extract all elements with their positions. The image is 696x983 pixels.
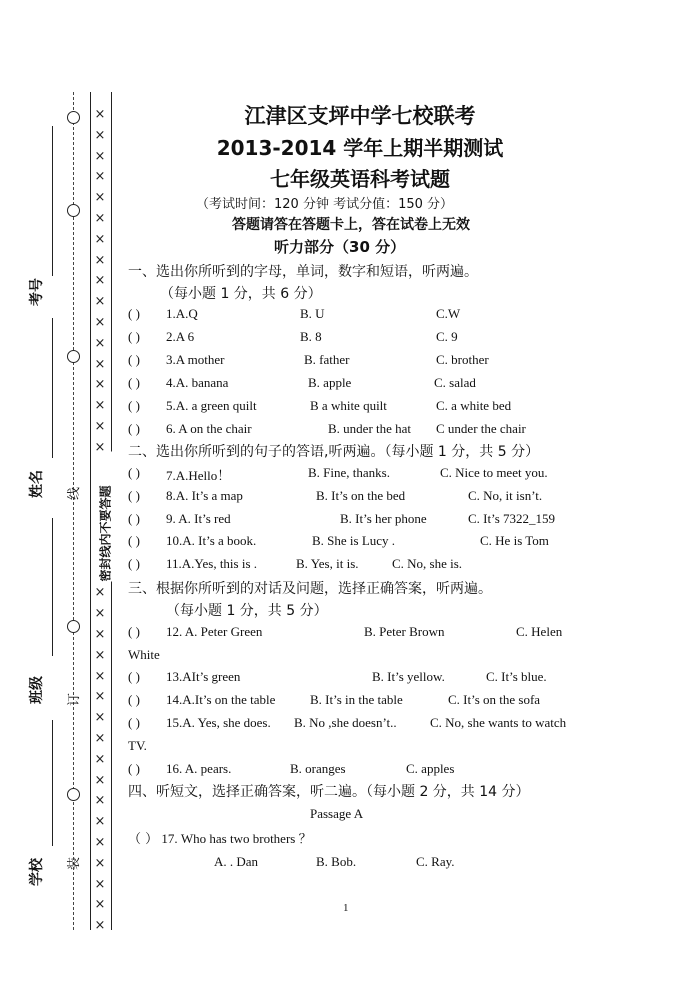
option-c: C. It’s blue. xyxy=(486,669,547,684)
answer-bracket[interactable]: （ ） xyxy=(128,832,159,847)
seal-cross-mark: × xyxy=(94,669,106,684)
option-c: C. brother xyxy=(436,352,489,367)
answer-bracket[interactable]: ( ) xyxy=(128,329,140,344)
option-a: 11.A.Yes, this is . xyxy=(166,556,258,571)
seal-cross-mark: × xyxy=(94,149,106,164)
answer-bracket[interactable]: ( ) xyxy=(128,533,140,548)
section-2-title: 二、选出你所听到的句子的答语,听两遍。（每小题 1 分，共 5 分） xyxy=(128,444,540,460)
option-a: 2.A 6 xyxy=(166,329,195,344)
section-1-title: 一、选出你所听到的字母，单词，数字和短语，听两遍。 xyxy=(128,264,478,280)
binding-hole xyxy=(67,111,80,124)
answer-bracket[interactable]: ( ) xyxy=(128,488,140,503)
answer-bracket[interactable]: ( ) xyxy=(128,375,140,390)
option-a: 12. A. Peter Green xyxy=(166,624,263,639)
option-b: B. Peter Brown xyxy=(364,624,445,639)
seal-cross-mark: × xyxy=(94,606,106,621)
option-b: B a white quilt xyxy=(310,398,387,413)
seal-cross-mark: × xyxy=(94,253,106,268)
seal-cross-mark: × xyxy=(94,419,106,434)
seal-cross-mark: × xyxy=(94,648,106,663)
answer-bracket[interactable]: ( ) xyxy=(128,692,140,707)
option-c: C. Helen xyxy=(516,624,563,639)
seal-cross-mark: × xyxy=(94,918,106,933)
page-number: 1 xyxy=(343,902,349,914)
option-b: B. 8 xyxy=(300,329,322,344)
option-a: 1.A.Q xyxy=(166,306,198,321)
answer-bracket[interactable]: ( ) xyxy=(128,761,140,776)
option-c: C.W xyxy=(436,306,461,321)
name-blank-line xyxy=(52,318,53,458)
mark-xian: 线 xyxy=(67,486,83,501)
seal-cross-mark: × xyxy=(94,731,106,746)
option-c: C. No, she wants to watch xyxy=(430,715,567,730)
option-a: 10.A. It’s a book. xyxy=(166,533,257,548)
answer-bracket[interactable]: ( ) xyxy=(128,556,140,571)
label-exam-no: 考号 xyxy=(29,278,45,306)
question-17 xyxy=(128,828,312,847)
section-4-title: 四、听短文，选择正确答案，听二遍。（每小题 2 分，共 14 分） xyxy=(128,784,530,800)
exam-info: （考试时间：120 分钟 考试分值：150 分） xyxy=(196,197,454,212)
option-a: 7.A.Hello！ xyxy=(166,468,231,483)
option-b: B. father xyxy=(304,352,350,367)
answer-bracket[interactable]: ( ) xyxy=(128,352,140,367)
class-blank-line xyxy=(52,518,53,656)
exam-no-blank-line xyxy=(52,126,53,276)
binding-hole xyxy=(67,620,80,633)
exam-title-subject: 七年级英语科考试题 xyxy=(270,167,450,191)
answer-bracket[interactable]: ( ) xyxy=(128,398,140,413)
exam-title-term: 2013-2014 学年上期半期测试 xyxy=(216,136,504,160)
seal-cross-mark: × xyxy=(94,294,106,309)
label-class: 班级 xyxy=(29,676,45,704)
option-c: C. He is Tom xyxy=(480,533,549,548)
mark-zhuang: 装 xyxy=(67,856,83,871)
option-b: B. Fine, thanks. xyxy=(308,465,390,480)
section-3-note: （每小题 1 分，共 5 分） xyxy=(166,603,328,619)
exam-title-school: 江津区支坪中学七校联考 xyxy=(244,104,476,128)
answer-bracket[interactable]: ( ) xyxy=(128,421,140,436)
option-a: 6. A on the chair xyxy=(166,421,252,436)
seal-cross-mark: × xyxy=(94,357,106,372)
listening-part-title: 听力部分（30 分） xyxy=(274,238,406,256)
label-school: 学校 xyxy=(29,858,45,886)
option-b: B. It’s yellow. xyxy=(372,669,445,684)
dashed-seal-line xyxy=(73,92,74,930)
question-stem: 17. Who has two brothers ？ xyxy=(161,831,312,846)
option-c-wrap: TV. xyxy=(128,738,147,753)
option-b: B. Yes, it is. xyxy=(296,556,359,571)
seal-cross-mark: × xyxy=(94,315,106,330)
seal-cross-mark: × xyxy=(94,814,106,829)
passage-a-title: Passage A xyxy=(310,806,364,821)
option-c: C. It’s on the sofa xyxy=(448,692,541,707)
seal-cross-mark: × xyxy=(94,273,106,288)
option-a: 8.A. It’s a map xyxy=(166,488,243,503)
answer-bracket[interactable]: ( ) xyxy=(128,715,140,730)
option-b: B. U xyxy=(300,306,325,321)
option-b: B. It’s her phone xyxy=(340,511,427,526)
seal-cross-mark: × xyxy=(94,190,106,205)
seal-cross-mark: × xyxy=(94,211,106,226)
binding-hole xyxy=(67,204,80,217)
option-c: C. Nice to meet you. xyxy=(440,465,548,480)
option-c: C. No, it isn’t. xyxy=(468,488,543,503)
option-a: 9. A. It’s red xyxy=(166,511,231,526)
option-a: A. . Dan xyxy=(214,854,259,869)
option-b: B. She is Lucy . xyxy=(312,533,396,548)
option-c: C. 9 xyxy=(436,329,458,344)
school-blank-line xyxy=(52,720,53,846)
seal-cross-mark: × xyxy=(94,585,106,600)
seal-cross-mark: × xyxy=(94,107,106,122)
seal-cross-mark: × xyxy=(94,877,106,892)
option-b: B. Bob. xyxy=(316,854,357,869)
option-c: C. Ray. xyxy=(416,854,455,869)
seal-cross-mark: × xyxy=(94,752,106,767)
seal-cross-mark: × xyxy=(94,377,106,392)
section-3-title: 三、根据你所听到的对话及问题，选择正确答案，听两遍。 xyxy=(128,581,492,597)
option-c: C. a white bed xyxy=(436,398,512,413)
option-b: B. No ,she doesn’t.. xyxy=(294,715,397,730)
seal-cross-mark: × xyxy=(94,689,106,704)
answer-bracket[interactable]: ( ) xyxy=(128,624,140,639)
option-b: B. oranges xyxy=(290,761,346,776)
option-a: 14.A.It’s on the table xyxy=(166,692,276,707)
seal-cross-mark: × xyxy=(94,440,106,455)
answer-notice: 答题请答在答题卡上，答在试卷上无效 xyxy=(232,217,470,233)
seal-cross-mark: × xyxy=(94,897,106,912)
seal-cross-mark: × xyxy=(94,835,106,850)
option-c-wrap: White xyxy=(128,647,160,662)
option-b: B. It’s in the table xyxy=(310,692,403,707)
option-a: 4.A. banana xyxy=(166,375,229,390)
seal-cross-mark: × xyxy=(94,169,106,184)
option-a: 5.A. a green quilt xyxy=(166,398,257,413)
seal-warning: 密封线内不要答题 xyxy=(97,452,114,582)
option-c: C. It’s 7322_159 xyxy=(468,511,556,526)
option-a: 3.A mother xyxy=(166,352,225,367)
section-1-note: （每小题 1 分，共 6 分） xyxy=(160,286,322,302)
answer-bracket[interactable]: ( ) xyxy=(128,465,140,480)
seal-cross-mark: × xyxy=(94,128,106,143)
label-name: 姓名 xyxy=(29,470,45,498)
option-b: B. It’s on the bed xyxy=(316,488,406,503)
binding-hole xyxy=(67,788,80,801)
option-a: 16. A. pears. xyxy=(166,761,232,776)
seal-cross-mark: × xyxy=(94,710,106,725)
seal-cross-mark: × xyxy=(94,773,106,788)
seal-cross-mark: × xyxy=(94,232,106,247)
answer-bracket[interactable]: ( ) xyxy=(128,669,140,684)
seal-cross-mark: × xyxy=(94,627,106,642)
option-c: C. No, she is. xyxy=(392,556,463,571)
option-c: C under the chair xyxy=(436,421,526,436)
option-a: 13.AIt’s green xyxy=(166,669,241,684)
seal-cross-mark: × xyxy=(94,856,106,871)
answer-bracket[interactable]: ( ) xyxy=(128,511,140,526)
seal-cross-mark: × xyxy=(94,793,106,808)
answer-bracket[interactable]: ( ) xyxy=(128,306,140,321)
seal-cross-mark: × xyxy=(94,336,106,351)
option-a: 15.A. Yes, she does. xyxy=(166,715,271,730)
seal-cross-mark: × xyxy=(94,398,106,413)
mark-ding: 订 xyxy=(67,692,83,707)
binding-hole xyxy=(67,350,80,363)
option-c: C. apples xyxy=(406,761,455,776)
option-b: B. under the hat xyxy=(328,421,412,436)
option-b: B. apple xyxy=(308,375,352,390)
option-c: C. salad xyxy=(434,375,476,390)
